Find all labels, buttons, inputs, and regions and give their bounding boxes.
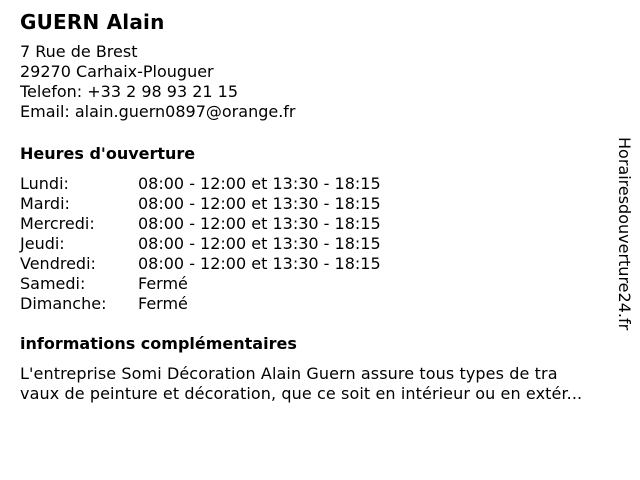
hours-day: Jeudi: (20, 234, 65, 253)
hours-row-vendredi (20, 254, 610, 274)
hours-time: 08:00 - 12:00 et 13:30 - 18:15 (138, 234, 381, 253)
hours-day: Vendredi: (20, 254, 96, 273)
address-city: 29270 Carhaix-Plouguer (20, 62, 214, 81)
business-name: GUERN Alain (20, 10, 165, 34)
opening-hours-title: Heures d'ouverture (20, 144, 196, 163)
hours-row-dimanche (20, 294, 610, 314)
site-watermark (613, 137, 635, 349)
hours-day: Dimanche: (20, 294, 107, 313)
hours-row-lundi (20, 174, 610, 194)
additional-info-title: informations complémentaires (20, 334, 297, 353)
hours-time: Fermé (138, 294, 188, 313)
hours-time: 08:00 - 12:00 et 13:30 - 18:15 (138, 214, 381, 233)
watermark-text: Horairesdouverture24.fr (615, 137, 634, 331)
hours-row-samedi (20, 274, 610, 294)
hours-row-mardi (20, 194, 610, 214)
description-line-2: vaux de peinture et décoration, que ce soit en intérieur ou en extér... (20, 384, 583, 403)
hours-day: Samedi: (20, 274, 86, 293)
address-street: 7 Rue de Brest (20, 42, 138, 61)
hours-day: Lundi: (20, 174, 69, 193)
hours-time: 08:00 - 12:00 et 13:30 - 18:15 (138, 194, 381, 213)
opening-hours-table (20, 174, 610, 314)
email-address: Email: alain.guern0897@orange.fr (20, 102, 296, 121)
phone-number: Telefon: +33 2 98 93 21 15 (20, 82, 239, 101)
hours-row-mercredi (20, 214, 610, 234)
description-line-1: L'entreprise Somi Décoration Alain Guern assure tous types de tra (20, 364, 558, 383)
business-card (20, 8, 610, 404)
hours-row-jeudi (20, 234, 610, 254)
hours-day: Mercredi: (20, 214, 95, 233)
hours-time: 08:00 - 12:00 et 13:30 - 18:15 (138, 254, 381, 273)
hours-time: 08:00 - 12:00 et 13:30 - 18:15 (138, 174, 381, 193)
hours-time: Fermé (138, 274, 188, 293)
hours-day: Mardi: (20, 194, 70, 213)
